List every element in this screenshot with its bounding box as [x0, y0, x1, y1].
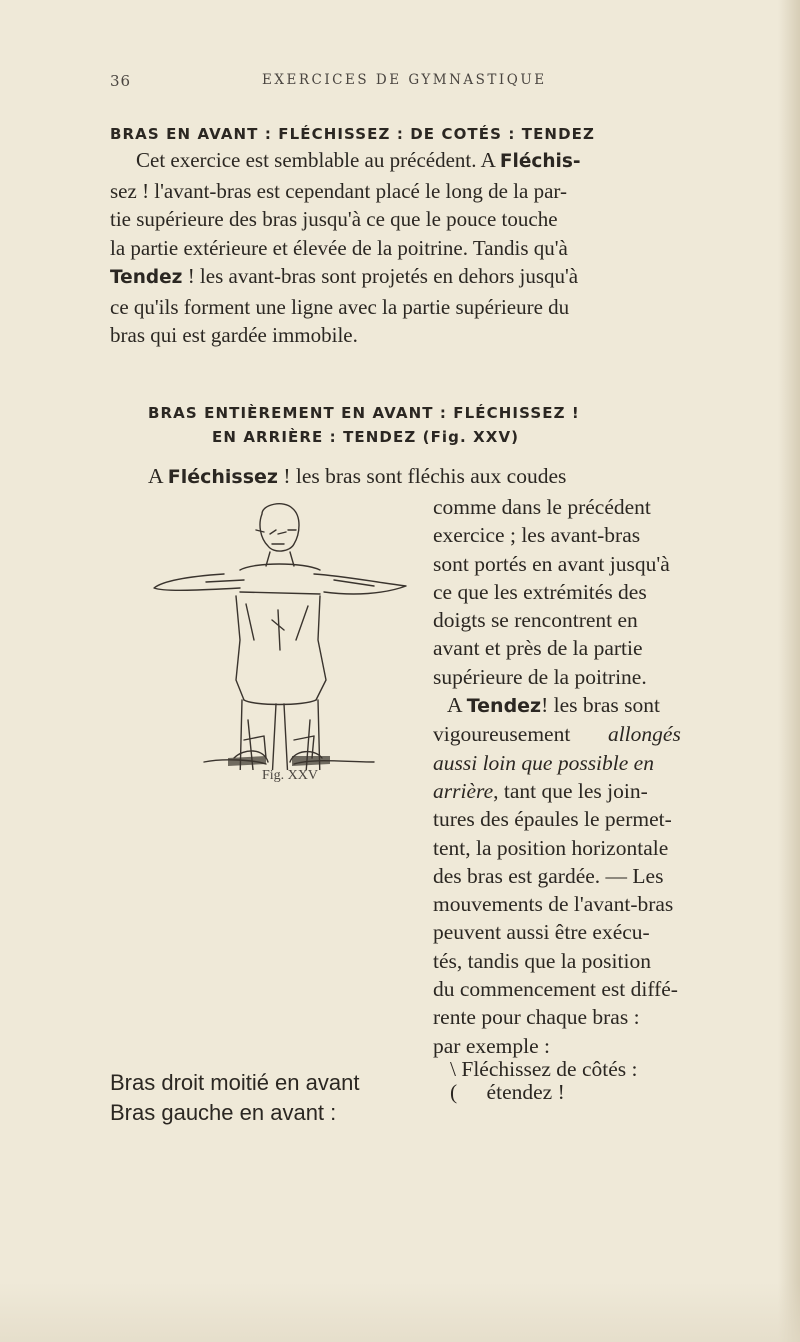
bracket-example	[450, 1058, 638, 1104]
right-line: tent, la position horizontale	[433, 835, 669, 860]
section2-heading-line2: EN ARRIÈRE : TENDEZ (Fig. XXV)	[212, 428, 520, 446]
page-number: 36	[110, 72, 132, 90]
bold-tendez-2: Tendez	[466, 695, 542, 718]
section2-right-column	[433, 493, 753, 1060]
right-line: supérieure de la poitrine.	[433, 664, 647, 689]
right-line: exercice ; les avant-bras	[433, 523, 641, 548]
right-line-arriere: arrière, tant que les join-	[433, 778, 648, 803]
section1-line-3: tie supérieure des bras jusqu'à ce que le pouce touche	[110, 207, 558, 231]
caption-line-1: Bras droit moitié en avant	[110, 1070, 360, 1095]
brace-bottom: (	[450, 1080, 463, 1104]
bracket-line-2: étendez !	[486, 1080, 565, 1104]
caption-line-2: Bras gauche en avant :	[110, 1100, 337, 1125]
bold-flechissez: Fléchissez	[167, 466, 278, 488]
section1-line-7: bras qui est gardée immobile.	[110, 323, 358, 347]
right-line: rente pour chaque bras :	[433, 1005, 640, 1030]
section1-line-6: ce qu'ils forment une ligne avec la partie supérieure du	[110, 294, 570, 319]
right-line-italic: aussi loin que possible en	[433, 750, 654, 775]
running-title: EXERCICES DE GYMNASTIQUE	[262, 72, 547, 88]
right-line: par exemple :	[433, 1033, 551, 1058]
page-bottom-shade	[0, 1282, 800, 1342]
right-line: mouvements de l'avant-bras	[433, 892, 674, 917]
right-line: peuvent aussi être exécu-	[433, 920, 650, 945]
section1-heading: BRAS EN AVANT : FLÉCHISSEZ : DE COTÉS : TENDEZ	[110, 125, 595, 143]
bracket-line-1: Fléchissez de côtés :	[461, 1057, 638, 1081]
right-line-tendez: A Tendez! les bras sont	[447, 693, 660, 718]
bold-flechis: Fléchis-	[499, 151, 581, 172]
page-edge-shadow	[778, 0, 800, 1342]
right-line: ce que les extrémités des	[433, 579, 647, 604]
section1-line-2: sez ! l'avant-bras est cependant placé le long de la par-	[110, 178, 567, 203]
section1-line-4: la partie extérieure et élevée de la poitrine. Tandis qu'à	[110, 235, 568, 260]
right-line: sont portés en avant jusqu'à	[433, 551, 670, 576]
section2-heading-line1: BRAS ENTIÈREMENT EN AVANT : FLÉCHISSEZ !	[148, 404, 580, 422]
right-line: tés, tandis que la position	[433, 948, 651, 973]
section1-line-1: Cet exercice est semblable au précédent. A Fléchis-	[136, 148, 581, 172]
bold-tendez: Tendez	[110, 267, 183, 288]
section1-paragraph	[110, 146, 710, 350]
section1-line-5: Tendez ! les avant-bras sont projetés en dehors jusqu'à	[110, 264, 579, 288]
right-line: tures des épaules le permet-	[433, 807, 672, 832]
right-line: des bras est gardée. — Les	[433, 863, 664, 888]
right-line: doigts se rencontrent en	[433, 608, 638, 633]
right-line: comme dans le précédent	[433, 495, 651, 519]
section2-first-line: A Fléchissez ! les bras sont fléchis aux coudes	[148, 464, 567, 488]
right-line: avant et près de la partie	[433, 636, 643, 661]
brace-top: \	[450, 1057, 462, 1081]
right-line: du commencement est diffé-	[433, 977, 678, 1002]
italic-allonges: allongés	[607, 722, 681, 747]
figure-label: Fig. XXV	[262, 768, 319, 783]
gymnast-figure-illustration	[144, 500, 424, 770]
right-line-vigoureusement: vigoureusement allongés	[433, 722, 681, 747]
